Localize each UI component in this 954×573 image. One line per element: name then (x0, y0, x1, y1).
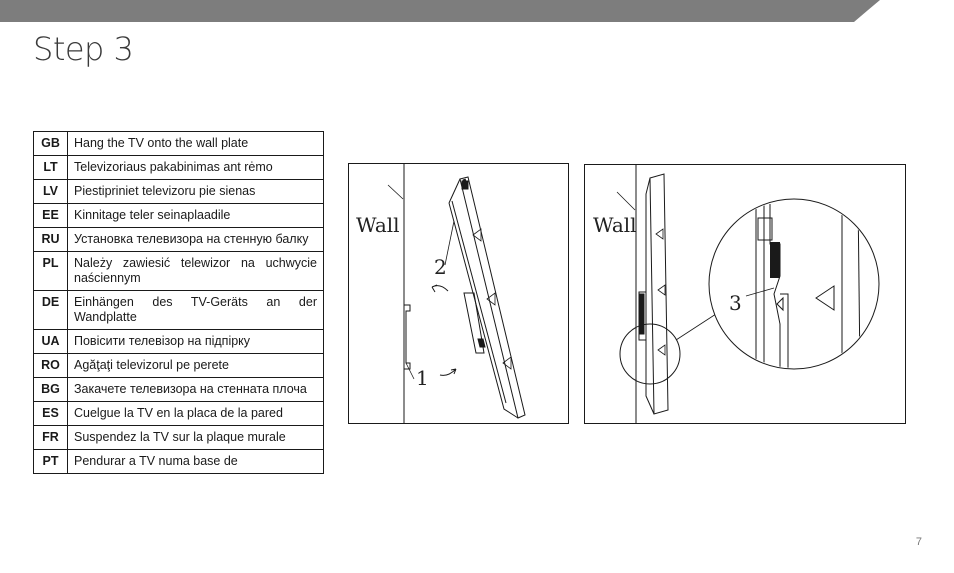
table-row (34, 426, 324, 450)
language-code: PL (34, 252, 68, 291)
instruction-text: Hang the TV onto the wall plate (68, 132, 324, 156)
page-title: Step 3 (33, 30, 134, 68)
table-row (34, 132, 324, 156)
page-number: 7 (915, 536, 922, 548)
instruction-text: Televizoriaus pakabinimas ant rėmo (68, 156, 324, 180)
instruction-text: Piestipriniet televizoru pie sienas (68, 180, 324, 204)
table-row (34, 354, 324, 378)
language-code: PT (34, 450, 68, 474)
language-code: ES (34, 402, 68, 426)
instruction-text: Cuelgue la TV en la placa de la pared (68, 402, 324, 426)
instruction-text: Suspendez la TV sur la plaque murale (68, 426, 324, 450)
table-row (34, 291, 324, 330)
instruction-text: Należy zawiesić telewizor na uchwycie naściennym (68, 252, 324, 291)
step-2-label: 2 (434, 255, 447, 279)
table-row (34, 330, 324, 354)
illustration-mounted-tv-detail (584, 164, 906, 424)
language-code: RO (34, 354, 68, 378)
step-1-label: 1 (416, 366, 429, 390)
instruction-text: Повісити телевізор на підпірку (68, 330, 324, 354)
header-bar (0, 0, 954, 22)
figure-frame (349, 164, 569, 424)
wall-label: Wall (593, 213, 637, 237)
language-code: GB (34, 132, 68, 156)
language-code: LV (34, 180, 68, 204)
illustration-hang-tv (348, 163, 569, 424)
table-row (34, 450, 324, 474)
language-code: FR (34, 426, 68, 450)
wall-label: Wall (356, 213, 400, 237)
language-code: EE (34, 204, 68, 228)
language-code: UA (34, 330, 68, 354)
instruction-text: Pendurar a TV numa base de (68, 450, 324, 474)
header-bar-shape (0, 0, 880, 22)
table-row (34, 378, 324, 402)
instruction-text: Установка телевизора на стенную балку (68, 228, 324, 252)
table-row (34, 252, 324, 291)
instruction-text: Закачете телевизора на стенната плоча (68, 378, 324, 402)
instruction-text: Einhängen des TV-Geräts an der Wandplatte (68, 291, 324, 330)
language-instructions-table (33, 131, 324, 474)
table-row (34, 180, 324, 204)
table-row (34, 228, 324, 252)
language-code: RU (34, 228, 68, 252)
table-row (34, 156, 324, 180)
step-3-label: 3 (729, 291, 742, 315)
language-code: DE (34, 291, 68, 330)
language-code: LT (34, 156, 68, 180)
table-row (34, 402, 324, 426)
instruction-text: Kinnitage teler seinaplaadile (68, 204, 324, 228)
table-row (34, 204, 324, 228)
instruction-text: Agăţaţi televizorul pe perete (68, 354, 324, 378)
language-code: BG (34, 378, 68, 402)
